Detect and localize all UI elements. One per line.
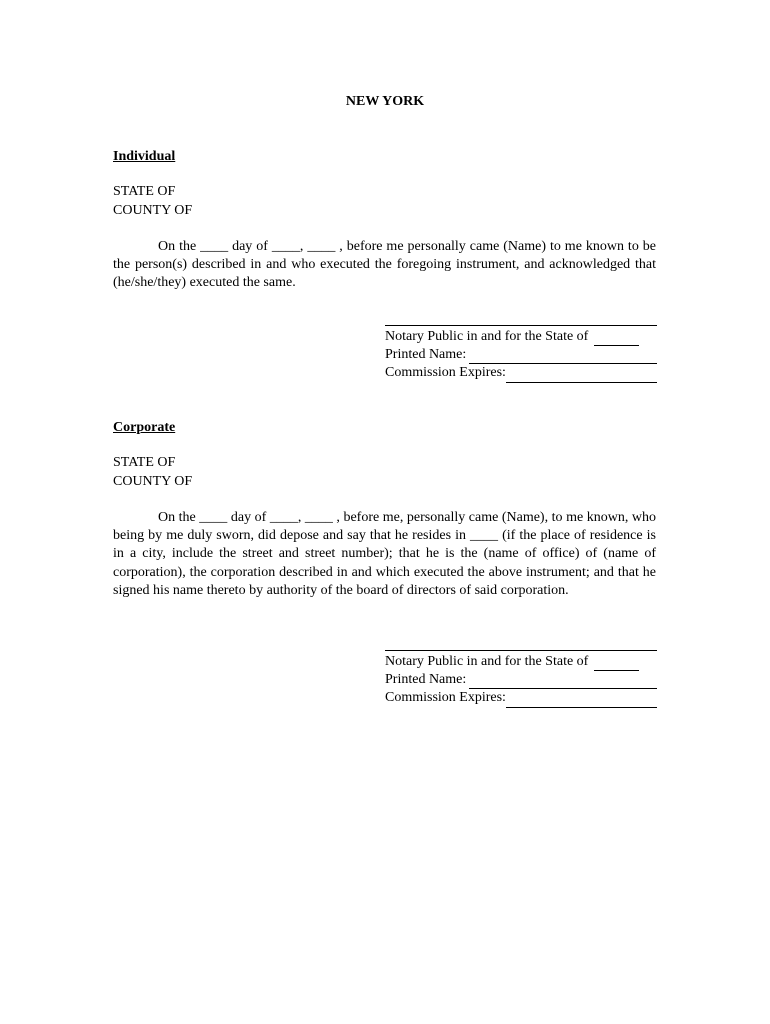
corporate-commission-label: Commission Expires: xyxy=(385,690,506,706)
corporate-printed-name-row xyxy=(385,671,657,689)
corporate-state-label: STATE OF xyxy=(113,455,176,470)
individual-commission-row xyxy=(385,364,657,382)
individual-notary-state-label: Notary Public in and for the State of xyxy=(385,328,589,344)
individual-commission-blank xyxy=(506,368,657,383)
document-title: NEW YORK xyxy=(345,94,425,109)
individual-printed-name-blank xyxy=(469,349,657,364)
corporate-notary-state-label: Notary Public in and for the State of xyxy=(385,653,589,669)
individual-state-label: STATE OF xyxy=(113,184,176,199)
corporate-commission-blank xyxy=(506,693,657,708)
corporate-printed-name-label: Printed Name: xyxy=(385,672,467,688)
corporate-venue xyxy=(113,454,192,491)
corporate-county-label: COUNTY OF xyxy=(113,473,193,489)
corporate-heading: Corporate xyxy=(113,420,176,435)
individual-heading: Individual xyxy=(113,149,176,164)
individual-notary-state-row xyxy=(385,328,657,346)
corporate-commission-row xyxy=(385,689,657,707)
individual-acknowledgment-paragraph: On the ____ day of ____, ____ , before me personally came (Name) to me known to be the person(s) described in and who executed the foregoing instrument, and acknowledged that (he/she/they) executed the same. xyxy=(113,239,656,291)
individual-notary-state-blank xyxy=(594,331,639,346)
individual-notary-block xyxy=(385,325,657,383)
corporate-signature-line xyxy=(385,650,657,651)
individual-printed-name-label: Printed Name: xyxy=(385,347,467,363)
individual-commission-label: Commission Expires: xyxy=(385,365,506,381)
corporate-notary-state-blank xyxy=(594,656,639,671)
individual-county-label: COUNTY OF xyxy=(113,202,193,218)
corporate-acknowledgment-paragraph: On the ____ day of ____, ____ , before me, personally came (Name), to me known, who being by me duly sworn, did depose and say that he resides in ____ (if the place of residence is in a city, include the street and street number); that he is the (name of office) of (name of corporation), the corporation described in and which executed the above instrument; and that he signed his name thereto by authority of the board of directors of said corporation. xyxy=(113,510,656,598)
corporate-notary-block xyxy=(385,650,657,708)
individual-venue xyxy=(113,183,192,220)
corporate-printed-name-blank xyxy=(469,674,657,689)
individual-printed-name-row xyxy=(385,346,657,364)
corporate-notary-state-row xyxy=(385,653,657,671)
individual-signature-line xyxy=(385,325,657,326)
